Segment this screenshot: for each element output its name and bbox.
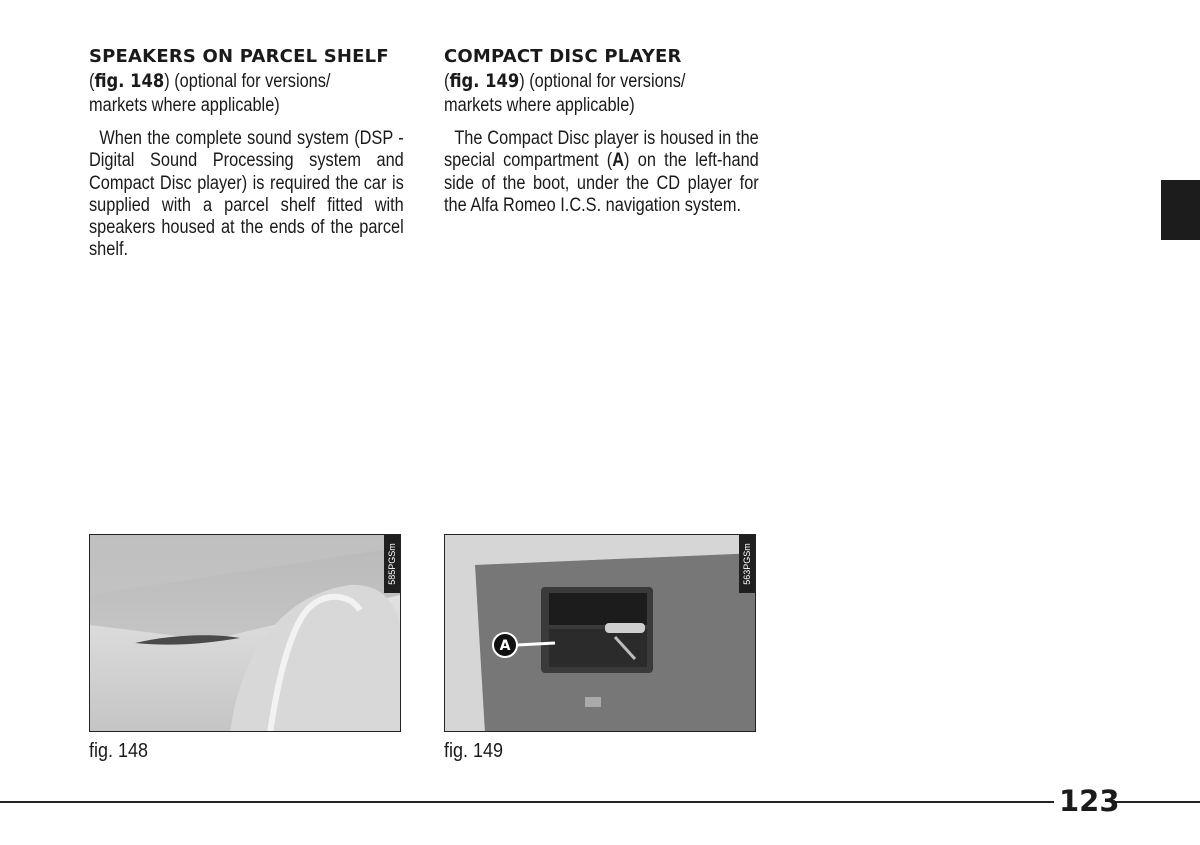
section-heading-cd-player: COMPACT DISC PLAYER [444,46,682,67]
footer-rule [0,801,1054,803]
section-heading-speakers: SPEAKERS ON PARCEL SHELF [89,46,389,67]
paren-open: ( [444,71,450,92]
availability-note-line2: markets where applicable) [444,95,635,116]
boot-compartment-illustration [445,535,756,732]
figure-reference: fig. 148 [94,70,165,92]
availability-note-line2: markets where applicable) [89,95,280,116]
figure-code: 585PGSm [387,543,397,585]
section-subheading [444,69,715,94]
footer-rule [1114,801,1200,803]
figure-148-photo [89,534,401,732]
figure-reference: fig. 149 [449,70,520,92]
figure-caption-149: fig. 149 [444,740,504,762]
figure-code-tag [384,535,400,593]
figure-code: 563PGSm [742,543,752,585]
figure-code-tag [739,535,755,593]
parcel-shelf-illustration [90,535,401,732]
figure-149-photo [444,534,756,732]
component-label: A [612,150,625,172]
figure-caption-148: fig. 148 [89,740,149,762]
paren-open: ( [89,71,95,92]
chapter-thumb-tab [1161,180,1200,240]
section-body-text: When the complete sound system (DSP - Digital Sound Processing system and Compact Disc player) is required the car is supplied with a parcel shelf fitted with speakers housed at the ends of the parcel shelf. [89,128,404,261]
availability-note: ) (optional for versions/ [519,71,686,92]
availability-note: ) (optional for versions/ [164,71,331,92]
section-body-text [444,128,759,217]
callout-label-a: A [499,638,511,654]
left-column [89,45,404,262]
body-text-part: The Compact Disc player is housed in the special compartment ( [444,128,759,172]
page-number: 123 [1059,784,1120,818]
section-subheading [89,69,360,94]
body-text-part: ) on the left-hand side of the boot, under the CD player for the Alfa Romeo I.C.S. navigation system. [444,150,759,216]
right-column [444,45,759,217]
